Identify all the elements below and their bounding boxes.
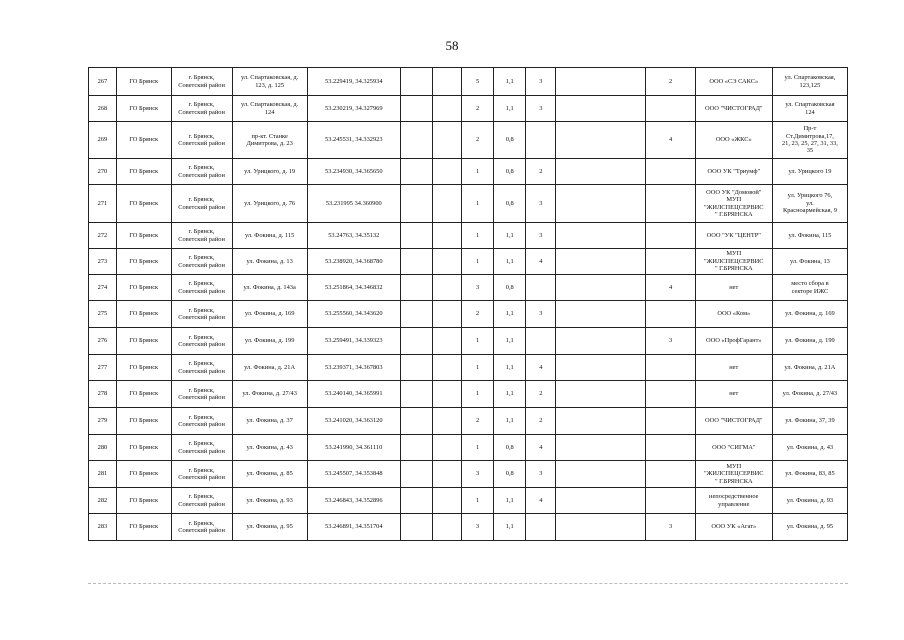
address-cell: ул. Фокина, д. 27/43 xyxy=(232,381,307,408)
coordinates-cell: 53.246891, 34.351704 xyxy=(307,514,400,541)
address-cell: ул. Фокина, д. 37 xyxy=(232,408,307,435)
col11-cell xyxy=(556,159,646,185)
address-cell: ул. Фокина, д. 93 xyxy=(232,488,307,514)
container-count-cell: 2 xyxy=(462,408,494,435)
col6-cell xyxy=(400,159,432,185)
table-row xyxy=(89,275,848,301)
col7-cell xyxy=(433,249,462,275)
col12-cell xyxy=(646,461,695,488)
coordinates-cell: 53.230219, 34.327969 xyxy=(307,96,400,122)
served-objects-cell: Пр-т Ст.Димитрова,17, 21, 23, 25, 27, 31, 33, 35 xyxy=(772,122,847,159)
row-number: 267 xyxy=(89,68,117,96)
served-objects-cell: ул. Фокина, д. 21А xyxy=(772,355,847,381)
col11-cell xyxy=(556,514,646,541)
col12-cell xyxy=(646,249,695,275)
col6-cell xyxy=(400,96,432,122)
container-volume-cell: 1,1 xyxy=(494,488,526,514)
page-number: 58 xyxy=(445,38,459,53)
col10-cell: 3 xyxy=(526,461,556,488)
col10-cell: 4 xyxy=(526,488,556,514)
coordinates-cell: 53.240140, 34.365991 xyxy=(307,381,400,408)
col11-cell xyxy=(556,249,646,275)
col7-cell xyxy=(433,301,462,328)
table-row xyxy=(89,435,848,461)
container-volume-cell: 1,1 xyxy=(494,249,526,275)
container-volume-cell: 1,1 xyxy=(494,355,526,381)
col6-cell xyxy=(400,461,432,488)
served-objects-cell: ул. Фокина, д. 93 xyxy=(772,488,847,514)
col11-cell xyxy=(556,461,646,488)
municipality-cell: ГО Брянск xyxy=(116,223,171,249)
management-company-cell: ООО "СИГМА" xyxy=(695,435,772,461)
location-cell: г. Брянск, Советский район xyxy=(171,185,232,223)
row-number: 269 xyxy=(89,122,117,159)
col6-cell xyxy=(400,249,432,275)
col12-cell: 3 xyxy=(646,514,695,541)
col6-cell xyxy=(400,514,432,541)
table-row xyxy=(89,328,848,355)
col10-cell: 3 xyxy=(526,68,556,96)
col11-cell xyxy=(556,408,646,435)
col11-cell xyxy=(556,488,646,514)
location-cell: г. Брянск, Советский район xyxy=(171,328,232,355)
served-objects-cell: ул. Урицкого 76, ул. Красноармейская, 9 xyxy=(772,185,847,223)
container-count-cell: 2 xyxy=(462,301,494,328)
col10-cell: 3 xyxy=(526,223,556,249)
location-cell: г. Брянск, Советский район xyxy=(171,381,232,408)
col6-cell xyxy=(400,355,432,381)
container-volume-cell: 1,1 xyxy=(494,381,526,408)
container-count-cell: 3 xyxy=(462,275,494,301)
col11-cell xyxy=(556,301,646,328)
col11-cell xyxy=(556,185,646,223)
coordinates-cell: 53.245507, 34.353848 xyxy=(307,461,400,488)
management-company-cell: ООО УК "Триумф" xyxy=(695,159,772,185)
container-volume-cell: 0,8 xyxy=(494,435,526,461)
col7-cell xyxy=(433,461,462,488)
address-cell: ул. Фокина, д. 13 xyxy=(232,249,307,275)
municipality-cell: ГО Брянск xyxy=(116,96,171,122)
served-objects-cell: ул. Фокина, 83, 85 xyxy=(772,461,847,488)
col12-cell: 3 xyxy=(646,328,695,355)
col12-cell: 2 xyxy=(646,68,695,96)
table-row xyxy=(89,122,848,159)
municipality-cell: ГО Брянск xyxy=(116,301,171,328)
col6-cell xyxy=(400,185,432,223)
row-number: 273 xyxy=(89,249,117,275)
address-cell: ул. Спартаковская, д. 123, д. 125 xyxy=(232,68,307,96)
municipality-cell: ГО Брянск xyxy=(116,159,171,185)
col6-cell xyxy=(400,68,432,96)
location-cell: г. Брянск, Советский район xyxy=(171,249,232,275)
municipality-cell: ГО Брянск xyxy=(116,488,171,514)
col7-cell xyxy=(433,488,462,514)
served-objects-cell: ул. Урицкого 19 xyxy=(772,159,847,185)
container-volume-cell: 0,8 xyxy=(494,275,526,301)
container-count-cell: 1 xyxy=(462,223,494,249)
address-cell: ул. Фокина, д. 95 xyxy=(232,514,307,541)
container-volume-cell: 0,8 xyxy=(494,185,526,223)
municipality-cell: ГО Брянск xyxy=(116,275,171,301)
col7-cell xyxy=(433,159,462,185)
col7-cell xyxy=(433,381,462,408)
location-cell: г. Брянск, Советский район xyxy=(171,461,232,488)
municipality-cell: ГО Брянск xyxy=(116,122,171,159)
address-cell: ул. Урицкого, д. 19 xyxy=(232,159,307,185)
container-volume-cell: 0,8 xyxy=(494,159,526,185)
col7-cell xyxy=(433,514,462,541)
col7-cell xyxy=(433,355,462,381)
col11-cell xyxy=(556,223,646,249)
management-company-cell: ООО «ЖКС» xyxy=(695,122,772,159)
row-number: 283 xyxy=(89,514,117,541)
col12-cell xyxy=(646,159,695,185)
coordinates-cell: 53.255560, 34.343620 xyxy=(307,301,400,328)
container-volume-cell: 1,1 xyxy=(494,408,526,435)
col10-cell: 4 xyxy=(526,249,556,275)
col12-cell xyxy=(646,223,695,249)
col6-cell xyxy=(400,435,432,461)
location-cell: г. Брянск, Советский район xyxy=(171,435,232,461)
location-cell: г. Брянск, Советский район xyxy=(171,96,232,122)
col6-cell xyxy=(400,381,432,408)
row-number: 274 xyxy=(89,275,117,301)
management-company-cell: ООО УК "Домовой" МУП "ЖИЛСПЕЦСЕРВИС " Г.БРЯНСКА xyxy=(695,185,772,223)
management-company-cell: нет xyxy=(695,381,772,408)
col12-cell xyxy=(646,381,695,408)
container-count-cell: 1 xyxy=(462,185,494,223)
management-company-cell: ООО "УК "ЦЕНТР" xyxy=(695,223,772,249)
container-count-cell: 3 xyxy=(462,514,494,541)
container-volume-cell: 0,8 xyxy=(494,122,526,159)
col11-cell xyxy=(556,275,646,301)
coordinates-cell: 53.229419, 34.325934 xyxy=(307,68,400,96)
col12-cell: 4 xyxy=(646,122,695,159)
col10-cell xyxy=(526,275,556,301)
col6-cell xyxy=(400,122,432,159)
col7-cell xyxy=(433,122,462,159)
address-cell: ул. Фокина, д. 199 xyxy=(232,328,307,355)
col6-cell xyxy=(400,488,432,514)
location-cell: г. Брянск, Советский район xyxy=(171,488,232,514)
table-row xyxy=(89,381,848,408)
table-row xyxy=(89,223,848,249)
served-objects-cell: ул. Фокина, 115 xyxy=(772,223,847,249)
municipality-cell: ГО Брянск xyxy=(116,461,171,488)
location-cell: г. Брянск, Советский район xyxy=(171,408,232,435)
served-objects-cell: ул. Фокина, 13 xyxy=(772,249,847,275)
row-number: 268 xyxy=(89,96,117,122)
address-cell: ул. Фокина, д. 115 xyxy=(232,223,307,249)
address-cell: ул. Фокина, д. 85 xyxy=(232,461,307,488)
table-row xyxy=(89,355,848,381)
address-cell: пр-кт. Станке Димитрова, д. 23 xyxy=(232,122,307,159)
col10-cell xyxy=(526,514,556,541)
col11-cell xyxy=(556,435,646,461)
container-count-cell: 1 xyxy=(462,328,494,355)
coordinates-cell: 53.234930, 34.365650 xyxy=(307,159,400,185)
row-number: 277 xyxy=(89,355,117,381)
container-volume-cell: 1,1 xyxy=(494,96,526,122)
management-company-cell: ООО «СЭ САКС» xyxy=(695,68,772,96)
location-cell: г. Брянск, Советский район xyxy=(171,301,232,328)
container-volume-cell: 0,8 xyxy=(494,461,526,488)
page-bottom-rule xyxy=(88,583,848,584)
container-volume-cell: 1,1 xyxy=(494,328,526,355)
row-number: 279 xyxy=(89,408,117,435)
served-objects-cell: ул. Фокина, д. 43 xyxy=(772,435,847,461)
container-volume-cell: 1,1 xyxy=(494,68,526,96)
table-row xyxy=(89,185,848,223)
coordinates-cell: 53.238920, 34.368780 xyxy=(307,249,400,275)
col11-cell xyxy=(556,96,646,122)
served-objects-cell: место сбора в секторе ИЖС xyxy=(772,275,847,301)
location-cell: г. Брянск, Советский район xyxy=(171,122,232,159)
served-objects-cell: ул. Спартаковская, 123,125 xyxy=(772,68,847,96)
location-cell: г. Брянск, Советский район xyxy=(171,355,232,381)
col7-cell xyxy=(433,68,462,96)
served-objects-cell: ул. Фокина, д. 95 xyxy=(772,514,847,541)
col10-cell: 3 xyxy=(526,96,556,122)
container-count-cell: 2 xyxy=(462,122,494,159)
container-volume-cell: 1,1 xyxy=(494,301,526,328)
municipality-cell: ГО Брянск xyxy=(116,514,171,541)
management-company-cell: ООО "ЧИСТОГРАД" xyxy=(695,408,772,435)
coordinates-cell: 53.231995 34.360900 xyxy=(307,185,400,223)
container-count-cell: 1 xyxy=(462,249,494,275)
municipality-cell: ГО Брянск xyxy=(116,249,171,275)
municipality-cell: ГО Брянск xyxy=(116,355,171,381)
col12-cell xyxy=(646,488,695,514)
container-count-cell: 3 xyxy=(462,461,494,488)
col12-cell xyxy=(646,408,695,435)
management-company-cell: нет xyxy=(695,355,772,381)
col7-cell xyxy=(433,408,462,435)
col11-cell xyxy=(556,355,646,381)
management-company-cell: ООО «ПрофГарант» xyxy=(695,328,772,355)
container-count-cell: 1 xyxy=(462,488,494,514)
col7-cell xyxy=(433,328,462,355)
waste-sites-table xyxy=(88,67,848,541)
row-number: 271 xyxy=(89,185,117,223)
coordinates-cell: 53.245531, 34.332923 xyxy=(307,122,400,159)
served-objects-cell: ул. Фокина, д. 169 xyxy=(772,301,847,328)
col10-cell: 3 xyxy=(526,301,556,328)
table-row xyxy=(89,249,848,275)
row-number: 272 xyxy=(89,223,117,249)
container-count-cell: 5 xyxy=(462,68,494,96)
col12-cell xyxy=(646,96,695,122)
col12-cell xyxy=(646,301,695,328)
address-cell: ул. Урицкого, д. 76 xyxy=(232,185,307,223)
col10-cell xyxy=(526,122,556,159)
coordinates-cell: 53.241990, 34.361110 xyxy=(307,435,400,461)
container-volume-cell: 1,1 xyxy=(494,223,526,249)
container-count-cell: 1 xyxy=(462,381,494,408)
container-count-cell: 2 xyxy=(462,96,494,122)
coordinates-cell: 53.239371, 34.367803 xyxy=(307,355,400,381)
row-number: 276 xyxy=(89,328,117,355)
municipality-cell: ГО Брянск xyxy=(116,328,171,355)
col6-cell xyxy=(400,408,432,435)
coordinates-cell: 53.24763, 34.35132 xyxy=(307,223,400,249)
municipality-cell: ГО Брянск xyxy=(116,381,171,408)
address-cell: ул. Фокина, д. 143а xyxy=(232,275,307,301)
location-cell: г. Брянск, Советский район xyxy=(171,275,232,301)
col6-cell xyxy=(400,223,432,249)
col10-cell: 4 xyxy=(526,435,556,461)
container-volume-cell: 1,1 xyxy=(494,514,526,541)
location-cell: г. Брянск, Советский район xyxy=(171,223,232,249)
table-row xyxy=(89,159,848,185)
table-row xyxy=(89,408,848,435)
management-company-cell: ООО УК «Агат» xyxy=(695,514,772,541)
col11-cell xyxy=(556,381,646,408)
served-objects-cell: ул. Фокина, д. 27/43 xyxy=(772,381,847,408)
coordinates-cell: 53.259491, 34.339323 xyxy=(307,328,400,355)
table-body xyxy=(89,68,848,541)
col12-cell xyxy=(646,435,695,461)
municipality-cell: ГО Брянск xyxy=(116,408,171,435)
location-cell: г. Брянск, Советский район xyxy=(171,159,232,185)
row-number: 270 xyxy=(89,159,117,185)
col10-cell: 3 xyxy=(526,185,556,223)
table-row xyxy=(89,488,848,514)
row-number: 282 xyxy=(89,488,117,514)
col12-cell xyxy=(646,185,695,223)
row-number: 280 xyxy=(89,435,117,461)
location-cell: г. Брянск, Советский район xyxy=(171,514,232,541)
row-number: 275 xyxy=(89,301,117,328)
container-count-cell: 1 xyxy=(462,159,494,185)
municipality-cell: ГО Брянск xyxy=(116,185,171,223)
served-objects-cell: ул. Фокина, 37, 39 xyxy=(772,408,847,435)
municipality-cell: ГО Брянск xyxy=(116,68,171,96)
municipality-cell: ГО Брянск xyxy=(116,435,171,461)
table-row xyxy=(89,96,848,122)
col6-cell xyxy=(400,328,432,355)
coordinates-cell: 53.246843, 34.352896 xyxy=(307,488,400,514)
col11-cell xyxy=(556,122,646,159)
col10-cell xyxy=(526,328,556,355)
col6-cell xyxy=(400,301,432,328)
management-company-cell: непосредственное управление xyxy=(695,488,772,514)
row-number: 281 xyxy=(89,461,117,488)
col12-cell xyxy=(646,355,695,381)
col6-cell xyxy=(400,275,432,301)
served-objects-cell: ул. Фокина, д. 199 xyxy=(772,328,847,355)
table-row xyxy=(89,301,848,328)
col12-cell: 4 xyxy=(646,275,695,301)
col10-cell: 2 xyxy=(526,408,556,435)
management-company-cell: МУП "ЖИЛСПЕЦСЕРВИС " Г.БРЯНСКА xyxy=(695,461,772,488)
management-company-cell: МУП "ЖИЛСПЕЦСЕРВИС " Г.БРЯНСКА xyxy=(695,249,772,275)
row-number: 278 xyxy=(89,381,117,408)
col7-cell xyxy=(433,185,462,223)
col7-cell xyxy=(433,275,462,301)
col10-cell: 4 xyxy=(526,355,556,381)
coordinates-cell: 53.241020, 34.363120 xyxy=(307,408,400,435)
address-cell: ул. Фокина, д. 43 xyxy=(232,435,307,461)
management-company-cell: ООО «Ком» xyxy=(695,301,772,328)
table-row xyxy=(89,461,848,488)
management-company-cell: нет xyxy=(695,275,772,301)
table-row xyxy=(89,68,848,96)
container-count-cell: 1 xyxy=(462,355,494,381)
col10-cell: 2 xyxy=(526,159,556,185)
served-objects-cell: ул. Спартаковская 124 xyxy=(772,96,847,122)
address-cell: ул. Фокина, д. 169 xyxy=(232,301,307,328)
col11-cell xyxy=(556,328,646,355)
table-row xyxy=(89,514,848,541)
col7-cell xyxy=(433,223,462,249)
address-cell: ул. Фокина, д. 21А xyxy=(232,355,307,381)
location-cell: г. Брянск, Советский район xyxy=(171,68,232,96)
col7-cell xyxy=(433,96,462,122)
col10-cell: 2 xyxy=(526,381,556,408)
management-company-cell: ООО "ЧИСТОГРАД" xyxy=(695,96,772,122)
col11-cell xyxy=(556,68,646,96)
coordinates-cell: 53.251864, 34.346832 xyxy=(307,275,400,301)
address-cell: ул. Спартаковская, д. 124 xyxy=(232,96,307,122)
container-count-cell: 1 xyxy=(462,435,494,461)
col7-cell xyxy=(433,435,462,461)
